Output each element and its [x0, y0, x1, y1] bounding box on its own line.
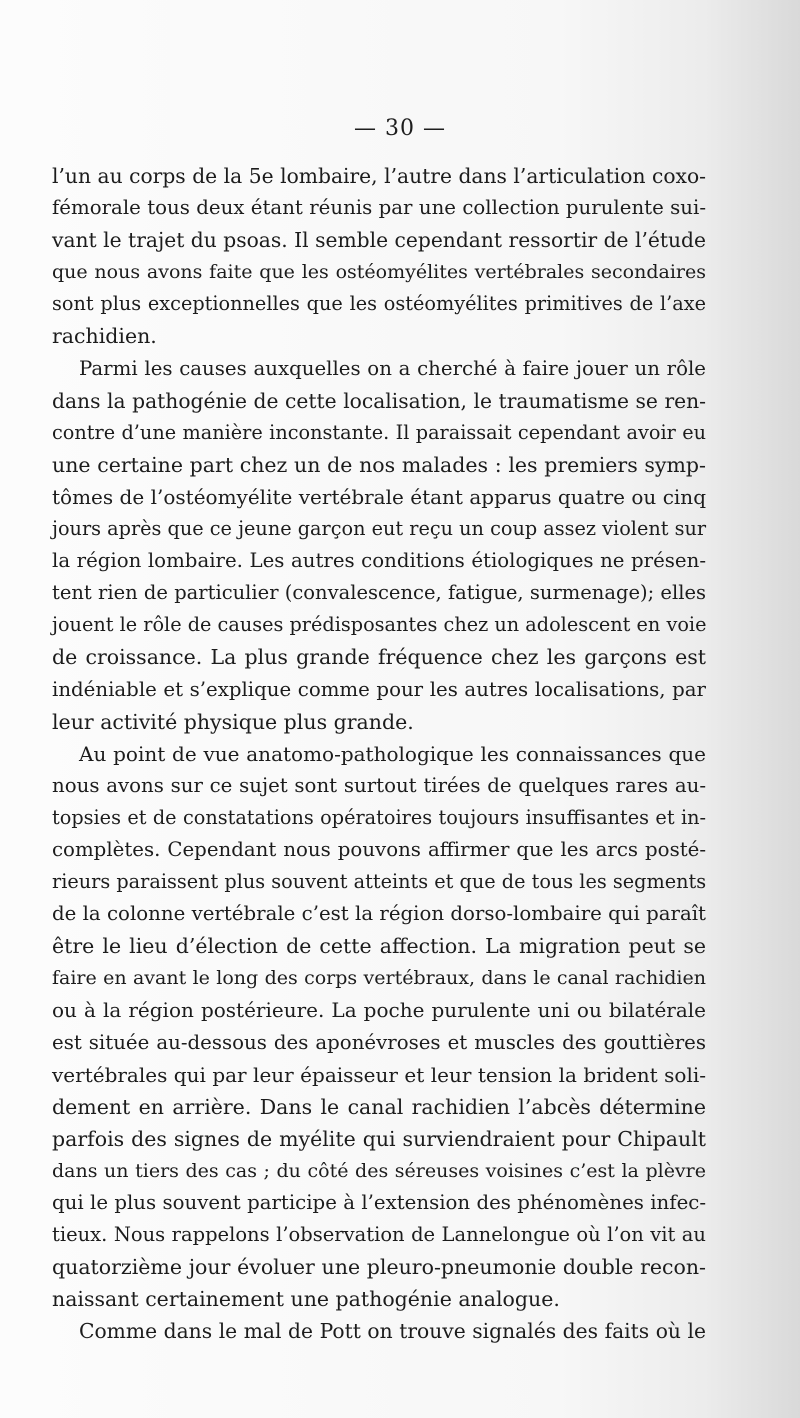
text-line: topsies et de constatations opératoires toujours insuffisantes et in-	[52, 805, 706, 829]
text-line: naissant certainement une pathogénie analogue.	[52, 1287, 560, 1312]
text-line: dans la pathogénie de cette localisation, le traumatisme se ren-	[52, 388, 706, 413]
text-line: sont plus exceptionnelles que les ostéomyélites primitives de l’axe	[52, 292, 706, 316]
body-text	[52, 160, 706, 1347]
text-line: parfois des signes de myélite qui surviendraient pour Chipault	[52, 1126, 706, 1151]
text-line: jouent le rôle de causes prédisposantes chez un adolescent en voie	[52, 613, 707, 637]
text-line: tent rien de particulier (convalescence, fatigue, surmenage); elles	[52, 581, 706, 605]
text-line: ou à la région postérieure. La poche purulente uni ou bilatérale	[52, 998, 706, 1023]
text-line: Au point de vue anatomo-pathologique les connaissances que	[79, 741, 706, 766]
text-line: de croissance. La plus grande fréquence chez les garçons est	[52, 645, 706, 670]
text-line: nous avons sur ce sujet sont surtout tirées de quelques rares au-	[52, 773, 706, 797]
text-line: jours après que ce jeune garçon eut reçu un coup assez violent sur	[52, 517, 707, 541]
text-line: tieux. Nous rappelons l’observation de Lannelongue où l’on vit au	[52, 1223, 706, 1247]
text-line: de la colonne vertébrale c’est la région dorso-lombaire qui paraît	[52, 902, 706, 926]
text-line: que nous avons faite que les ostéomyélites vertébrales secondaires	[52, 261, 706, 284]
text-line: fémorale tous deux étant réunis par une collection purulente sui-	[52, 196, 706, 220]
text-line: une certaine part chez un de nos malades : les premiers symp-	[52, 452, 706, 477]
text-line: vant le trajet du psoas. Il semble cependant ressortir de l’étude	[52, 228, 706, 253]
text-line: indéniable et s’explique comme pour les autres localisations, par	[52, 677, 706, 701]
text-line: rieurs paraissent plus souvent atteints et que de tous les segments	[52, 870, 707, 894]
text-line: être le lieu d’élection de cette affection. La migration peut se	[52, 934, 706, 959]
text-line: Comme dans le mal de Pott on trouve signalés des faits où le	[79, 1319, 706, 1344]
text-line: quatorzième jour évoluer une pleuro-pneumonie double recon-	[52, 1255, 706, 1280]
text-line: est située au-dessous des aponévroses et muscles des gouttières	[52, 1030, 706, 1054]
text-line: vertébrales qui par leur épaisseur et leur tension la brident soli-	[52, 1062, 706, 1087]
text-line: l’un au corps de la 5e lombaire, l’autre dans l’articulation coxo-	[52, 164, 706, 188]
text-line: la région lombaire. Les autres conditions étiologiques ne présen-	[52, 549, 706, 573]
text-line: qui le plus souvent participe à l’extension des phénomènes infec-	[52, 1191, 706, 1214]
text-line: rachidien.	[52, 324, 157, 349]
text-line: leur activité physique plus grande.	[52, 709, 414, 734]
page-number: — 30 —	[354, 116, 446, 141]
text-line: dement en arrière. Dans le canal rachidien l’abcès détermine	[52, 1094, 706, 1119]
text-line: tômes de l’ostéomyélite vertébrale étant apparus quatre ou cinq	[52, 484, 706, 509]
text-line: faire en avant le long des corps vertébraux, dans le canal rachidien	[52, 967, 706, 990]
text-line: Parmi les causes auxquelles on a cherché à faire jouer un rôle	[79, 356, 706, 380]
text-line: contre d’une manière inconstante. Il paraissait cependant avoir eu	[52, 420, 706, 444]
text-line: complètes. Cependant nous pouvons affirmer que les arcs posté-	[52, 837, 706, 861]
text-line: dans un tiers des cas ; du côté des séreuses voisines c’est la plèvre	[52, 1159, 706, 1182]
